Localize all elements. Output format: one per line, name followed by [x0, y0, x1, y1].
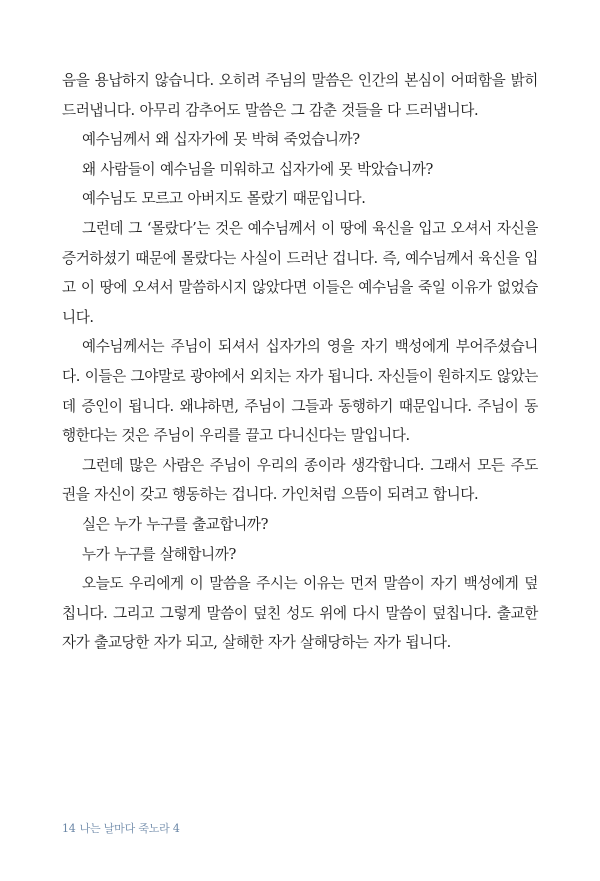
paragraph-8: 실은 누가 누구를 출교합니까?: [82, 515, 269, 533]
paragraph-9: 누가 누구를 살해합니까?: [82, 545, 236, 563]
paragraph-6: 예수님께서는 주님이 되셔서 십자가의 영을 자기 백성에게 부어주셨습니다. 이들은 그야말로 광야에서 외치는 자가 됩니다. 자신들이 원하지도 않았는데 증인이 됩니다. 왜냐하면, 주님이 그들과 동행하기 때문입니다. 주님이 동행한다는 것은 주님이 우리를 끌고 다니신다는 말입니다.: [62, 338, 538, 445]
page-body: [62, 66, 538, 658]
page-footer: [62, 820, 180, 836]
paragraph-10: 오늘도 우리에게 이 말씀을 주시는 이유는 먼저 말씀이 자기 백성에게 덮칩니다. 그리고 그렇게 말씀이 덮친 성도 위에 다시 말씀이 덮칩니다. 출교한 자가 출교당한 자가 되고, 살해한 자가 살해당하는 자가 됩니다.: [62, 575, 538, 652]
running-book-title: 나는 날마다 죽노라 4: [79, 822, 180, 835]
paragraph-1: 음을 용납하지 않습니다. 오히려 주님의 말씀은 인간의 본심이 어떠함을 밝히 드러냅니다. 아무리 감추어도 말씀은 그 감춘 것들을 다 드러냅니다.: [62, 72, 538, 119]
paragraph-3: 왜 사람들이 예수님을 미워하고 십자가에 못 박았습니까?: [82, 160, 433, 178]
paragraph-2: 예수님께서 왜 십자가에 못 박혀 죽었습니까?: [82, 131, 360, 149]
page-number: 14: [62, 822, 76, 835]
paragraph-4: 예수님도 모르고 아버지도 몰랐기 때문입니다.: [82, 190, 366, 208]
paragraph-5: 그런데 그 ‘몰랐다’는 것은 예수님께서 이 땅에 육신을 입고 오셔서 자신을 증거하셨기 때문에 몰랐다는 사실이 드러난 겁니다. 즉, 예수님께서 육신을 입고 이 땅에 오셔서 말씀하시지 않았다면 이들은 예수님을 죽일 이유가 없었습니다.: [62, 219, 538, 326]
paragraph-7: 그런데 많은 사람은 주님이 우리의 종이라 생각합니다. 그래서 모든 주도권을 자신이 갖고 행동하는 겁니다. 가인처럼 으뜸이 되려고 합니다.: [62, 456, 538, 504]
